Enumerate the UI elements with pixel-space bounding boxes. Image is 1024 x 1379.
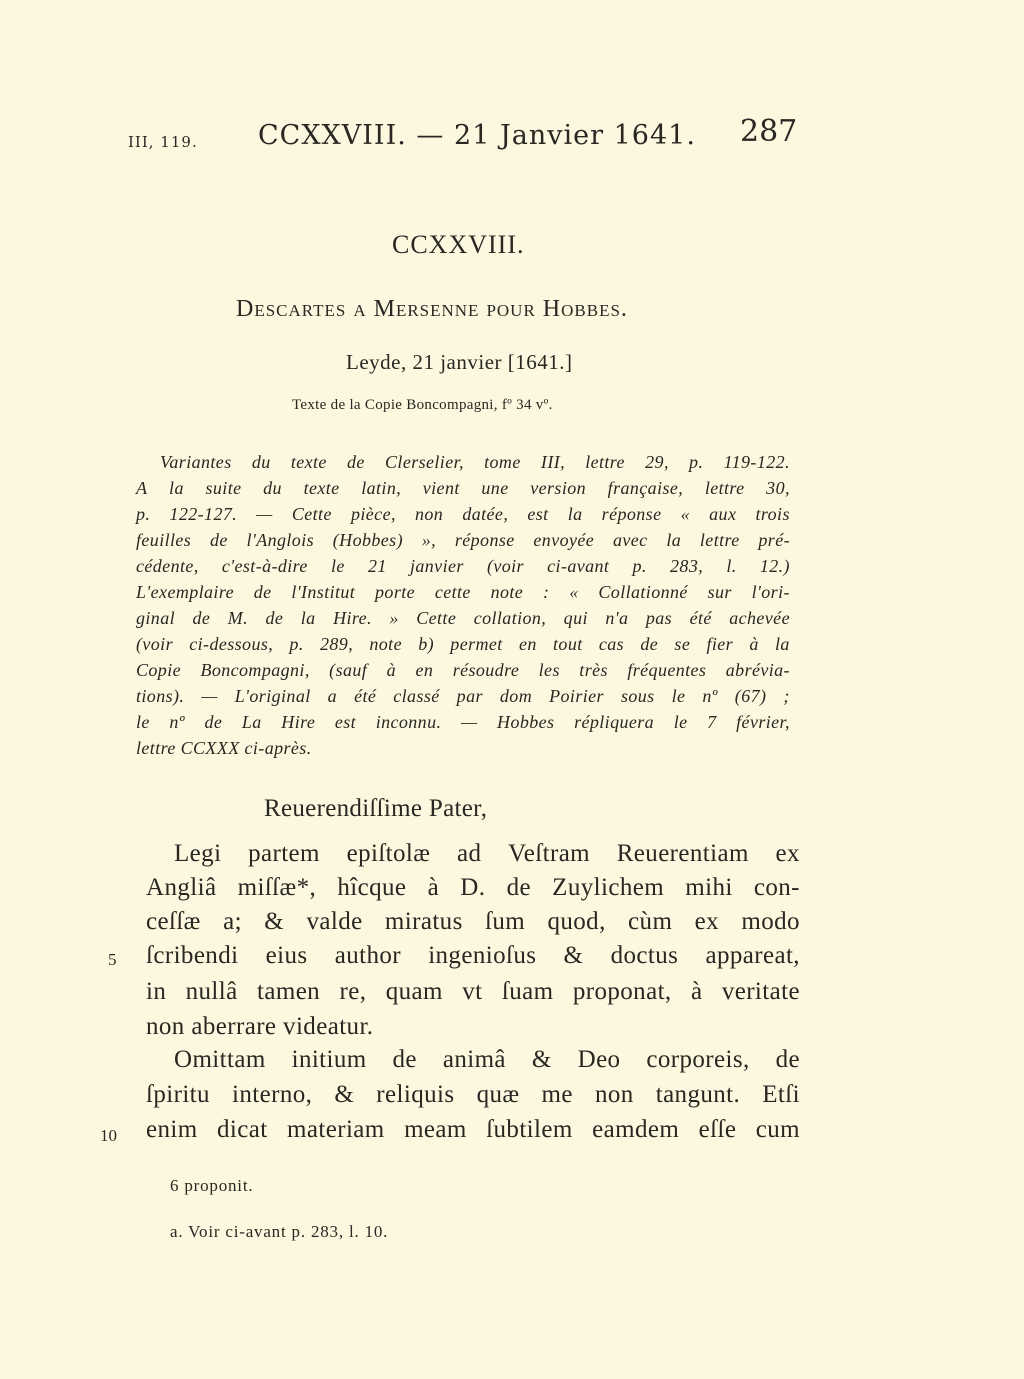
note-line: lettre CCXXX ci-après.	[136, 738, 312, 758]
text-line: Angliâ miſſæ*, hîcque à D. de Zuylichem mihi con-	[146, 874, 800, 901]
running-head-title: CCXXVIII. — 21 Janvier 1641.	[258, 120, 696, 151]
note-line: Variantes du texte de Clerselier, tome III, lettre 29, p. 119-122.	[160, 452, 790, 472]
text-line: Omittam initium de animâ & Deo corporeis, de	[174, 1046, 800, 1073]
text-line: Legi partem epiſtolæ ad Veſtram Reuerentiam ex	[174, 840, 800, 867]
variant-footnote: 6 proponit.	[170, 1176, 254, 1195]
footnote-a: a. Voir ci-avant p. 283, l. 10.	[170, 1222, 389, 1241]
note-line: tions). — L'original a été classé par dom Poirier sous le nº (67) ;	[136, 686, 790, 706]
text-line: ſpiritu interno, & reliquis quæ me non tangunt. Etſi	[146, 1081, 800, 1108]
line-number: 5	[108, 950, 117, 969]
letter-place-date: Leyde, 21 janvier [1641.]	[346, 350, 573, 374]
note-line: ginal de M. de la Hire. » Cette collation, qui n'a pas été achevée	[136, 608, 790, 628]
letter-title: Descartes a Mersenne pour Hobbes.	[236, 296, 628, 322]
note-line: L'exemplaire de l'Institut porte cette note : « Collationné sur l'ori-	[136, 582, 790, 602]
salutation: Reuerendiſſime Pater,	[264, 795, 488, 822]
text-line: in nullâ tamen re, quam vt ſuam proponat, à veritate	[146, 978, 800, 1005]
text-line: ſcribendi eius author ingenioſus & doctus appareat,	[146, 942, 800, 969]
letter-source: Texte de la Copie Boncompagni, fº 34 vº.	[292, 397, 553, 413]
running-head-reference: III, 119.	[128, 133, 198, 151]
text-line: ceſſæ a; & valde miratus ſum quod, cùm ex modo	[146, 908, 800, 935]
note-line: le nº de La Hire est inconnu. — Hobbes répliquera le 7 février,	[136, 712, 790, 732]
page-number: 287	[740, 114, 798, 149]
note-line: A la suite du texte latin, vient une version française, lettre 30,	[136, 478, 790, 498]
letter-number: CCXXVIII.	[392, 230, 525, 259]
line-number: 10	[100, 1126, 117, 1145]
note-line: cédente, c'est-à-dire le 21 janvier (voir ci-avant p. 283, l. 12.)	[136, 556, 790, 576]
note-line: feuilles de l'Anglois (Hobbes) », réponse envoyée avec la lettre pré-	[136, 530, 790, 550]
note-line: (voir ci-dessous, p. 289, note b) permet en tout cas de se fier à la	[136, 634, 790, 654]
note-line: p. 122-127. — Cette pièce, non datée, est la réponse « aux trois	[136, 504, 790, 524]
text-line: enim dicat materiam meam ſubtilem eamdem eſſe cum	[146, 1116, 800, 1143]
note-line: Copie Boncompagni, (sauf à en résoudre les très fréquentes abrévia-	[136, 660, 790, 680]
text-line: non aberrare videatur.	[146, 1013, 374, 1040]
